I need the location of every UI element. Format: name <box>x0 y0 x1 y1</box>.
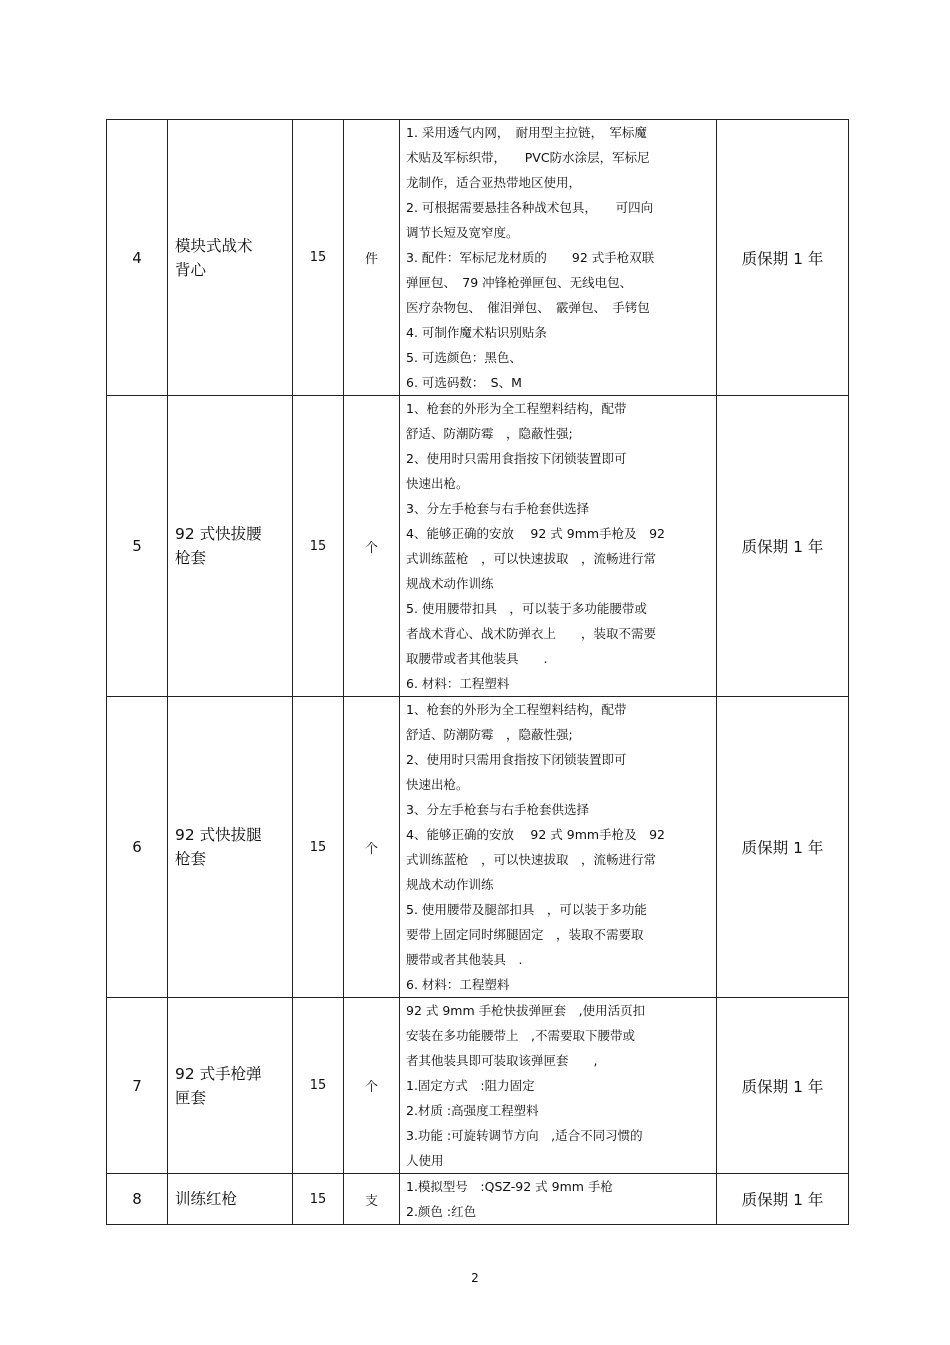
spec-line: 要带上固定同时绑腿固定 ，装取不需要取 <box>406 927 644 942</box>
spec-line: 92 式 9mm 手枪快拔弹匣套 ,使用活页扣 <box>406 1003 646 1018</box>
spec-line: 3、分左手枪套与右手枪套供选择 <box>406 802 589 817</box>
item-name <box>168 1174 293 1225</box>
spec-line: 舒适、防潮防霉 ，隐蔽性强; <box>406 727 573 742</box>
spec-line: 快速出枪。 <box>406 476 469 491</box>
spec-line: 1. 采用透气内网， 耐用型主拉链， 军标魔 <box>406 125 647 140</box>
spec-line: 式训练蓝枪 ，可以快速拔取 ，流畅进行常 <box>406 852 657 867</box>
spec-line: 人使用 <box>406 1153 444 1168</box>
spec-line: 2、使用时只需用食指按下闭锁装置即可 <box>406 451 627 466</box>
item-unit: 个 <box>344 697 400 998</box>
item-name-line: 训练红枪 <box>175 1190 238 1208</box>
spec-line: 1、枪套的外形为全工程塑料结构，配带 <box>406 401 627 416</box>
item-name-line: 匣套 <box>175 1088 207 1107</box>
spec-line: 龙制作，适合亚热带地区使用， <box>406 175 582 190</box>
item-warranty: 质保期 1 年 <box>717 1174 849 1225</box>
spec-line: 4、能够正确的安放 92 式 9mm手枪及 92 <box>406 526 665 541</box>
item-number: 7 <box>107 998 168 1174</box>
specification-table <box>106 119 849 1225</box>
spec-line: 3.功能 :可旋转调节方向 ,适合不同习惯的 <box>406 1128 643 1143</box>
spec-line: 术贴及军标织带， PVC防水涂层，军标尼 <box>406 150 650 165</box>
item-name-line: 枪套 <box>175 850 207 868</box>
spec-line: 5. 使用腰带扣具 ，可以装于多功能腰带或 <box>406 601 647 616</box>
spec-line: 弹匣包、 79 冲锋枪弹匣包、无线电包、 <box>406 275 633 290</box>
page-number: 2 <box>471 1271 479 1285</box>
spec-line: 2. 可根据需要悬挂各种战术包具， 可四向 <box>406 200 654 215</box>
spec-line: 腰带或者其他装具 . <box>406 952 523 967</box>
item-warranty: 质保期 1 年 <box>717 697 849 998</box>
spec-line: 式训练蓝枪 ，可以快速拔取 ，流畅进行常 <box>406 551 657 566</box>
spec-line: 快速出枪。 <box>406 777 469 792</box>
item-name-line: 背心 <box>175 260 207 279</box>
spec-line: 3. 配件：军标尼龙材质的 92 式手枪双联 <box>406 250 655 265</box>
item-name <box>168 998 293 1174</box>
item-number: 5 <box>107 396 168 697</box>
table-row <box>107 1174 849 1225</box>
item-name <box>168 396 293 697</box>
spec-line: 5. 使用腰带及腿部扣具 ，可以装于多功能 <box>406 902 647 917</box>
spec-line: 者其他装具即可装取该弹匣套 , <box>406 1053 598 1068</box>
spec-line: 调节长短及宽窄度。 <box>406 225 519 240</box>
spec-line: 规战术动作训练 <box>406 576 494 591</box>
spec-line: 4、能够正确的安放 92 式 9mm手枪及 92 <box>406 827 665 842</box>
item-unit: 个 <box>344 998 400 1174</box>
spec-line: 规战术动作训练 <box>406 877 494 892</box>
spec-line: 舒适、防潮防霉 ，隐蔽性强; <box>406 426 573 441</box>
item-unit: 个 <box>344 396 400 697</box>
spec-line: 1.固定方式 :阻力固定 <box>406 1078 535 1093</box>
spec-line: 1.模拟型号 :QSZ-92 式 9mm 手枪 <box>406 1179 613 1194</box>
item-quantity: 15 <box>293 120 344 396</box>
item-name-line: 92 式快拔腿 <box>175 826 262 844</box>
table-row <box>107 396 849 697</box>
spec-line: 3、分左手枪套与右手枪套供选择 <box>406 501 589 516</box>
spec-line: 6. 材料：工程塑料 <box>406 977 510 992</box>
table-row <box>107 697 849 998</box>
item-unit: 件 <box>344 120 400 396</box>
item-unit: 支 <box>344 1174 400 1225</box>
item-specification <box>400 1174 717 1225</box>
spec-line: 安装在多功能腰带上 ,不需要取下腰带或 <box>406 1028 635 1043</box>
spec-line: 4. 可制作魔术粘识别贴条 <box>406 325 547 340</box>
item-name-line: 92 式手枪弹 <box>175 1064 262 1083</box>
item-name-line: 枪套 <box>175 549 207 567</box>
item-quantity: 15 <box>293 396 344 697</box>
table-body <box>107 120 849 1225</box>
item-number: 8 <box>107 1174 168 1225</box>
table-row <box>107 120 849 396</box>
spec-line: 6. 可选码数： S、M <box>406 375 522 390</box>
item-specification <box>400 396 717 697</box>
item-warranty: 质保期 1 年 <box>717 998 849 1174</box>
item-specification <box>400 120 717 396</box>
item-name <box>168 120 293 396</box>
spec-line: 1、枪套的外形为全工程塑料结构，配带 <box>406 702 627 717</box>
spec-line: 者战术背心、战术防弹衣上 ，装取不需要 <box>406 626 657 641</box>
item-name-line: 模块式战术 <box>175 236 253 255</box>
item-number: 4 <box>107 120 168 396</box>
spec-line: 医疗杂物包、 催泪弹包、 霰弹包、 手铐包 <box>406 300 650 315</box>
item-name-line: 92 式快拔腰 <box>175 525 262 543</box>
spec-line: 2.颜色 :红色 <box>406 1204 477 1219</box>
item-specification <box>400 697 717 998</box>
spec-line: 6. 材料：工程塑料 <box>406 676 510 691</box>
spec-line: 2.材质 :高强度工程塑料 <box>406 1103 539 1118</box>
spec-line: 5. 可选颜色：黑色、 <box>406 350 522 365</box>
item-warranty: 质保期 1 年 <box>717 120 849 396</box>
spec-line: 取腰带或者其他装具 . <box>406 651 548 666</box>
item-number: 6 <box>107 697 168 998</box>
table-row <box>107 998 849 1174</box>
item-quantity: 15 <box>293 1174 344 1225</box>
item-name <box>168 697 293 998</box>
item-quantity: 15 <box>293 998 344 1174</box>
spec-line: 2、使用时只需用食指按下闭锁装置即可 <box>406 752 627 767</box>
item-warranty: 质保期 1 年 <box>717 396 849 697</box>
item-quantity: 15 <box>293 697 344 998</box>
item-specification <box>400 998 717 1174</box>
